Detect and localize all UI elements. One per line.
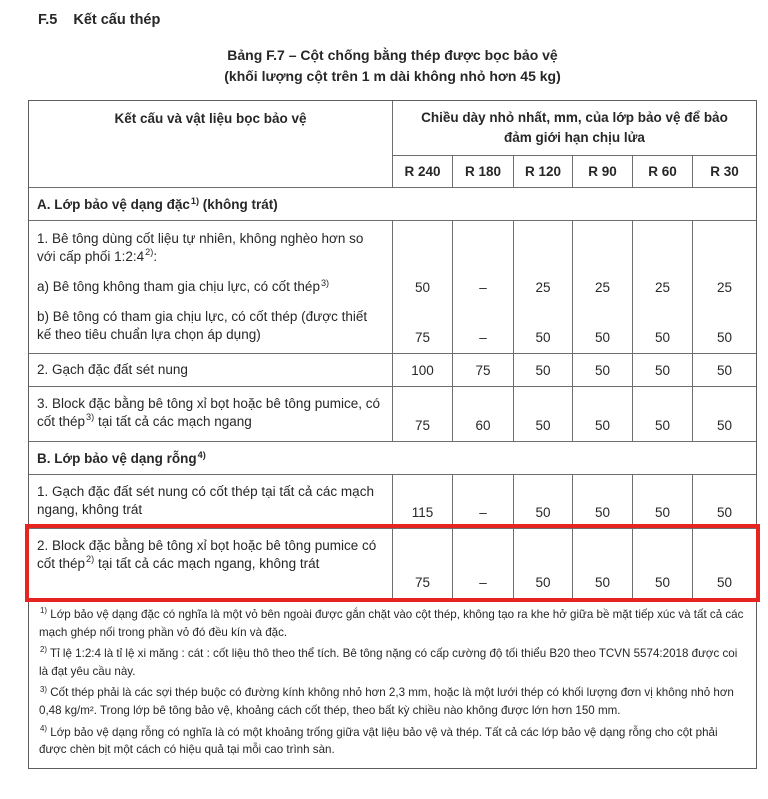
footnote-ref-3: 3) — [320, 277, 330, 288]
footnote-3: $^{3)}$ Cốt thép phải là các sợi thép buộc có đường kính không nhỏ hơn 2,3 mm, hoặc là một lưới thép có khối lượng đơn vị không nhỏ hơn 0,48 kg/m². Trong lớp bê tông bảo vệ, khoảng cách cốt thép, theo bất kỳ chiều nào không được lớn hơn 150 mm. — [39, 684, 734, 718]
cell-r180: – — [452, 303, 513, 353]
header-r90: R 90 — [572, 156, 632, 187]
table-footnotes — [29, 598, 756, 768]
header-r60: R 60 — [632, 156, 692, 187]
cell-r180: 75 — [452, 354, 513, 386]
cell-r240 — [392, 221, 452, 273]
cell-r120 — [513, 221, 572, 273]
cell-r90: 50 — [572, 387, 632, 441]
cell-r90: 25 — [572, 273, 632, 303]
cell-r60: 50 — [632, 354, 692, 386]
cell-r240: 75 — [392, 529, 452, 598]
table-row-a2 — [29, 353, 756, 386]
row-description: 3. Block đặc bằng bê tông xỉ bọt hoặc bê tông pumice, có cốt thép$^{3)}$ tại tất cả các mạch ngang — [37, 396, 380, 429]
header-thickness-span: Chiều dày nhỏ nhất, mm, của lớp bảo vệ để bảo đảm giới hạn chịu lửa — [392, 101, 756, 156]
footnote-4-marker: 4) — [40, 723, 48, 733]
cell-r60: 50 — [632, 529, 692, 598]
row-description: 2. Block đặc bằng bê tông xỉ bọt hoặc bê tông pumice có cốt thép$^{2)}$ tại tất cả các mạch ngang, không trát — [37, 538, 377, 571]
table-caption — [28, 45, 757, 87]
cell-r240: 75 — [392, 387, 452, 441]
cell-r30 — [692, 221, 756, 273]
footnote-ref-6: 2) — [86, 554, 95, 565]
cell-r240: 75 — [392, 303, 452, 353]
table-row-b1 — [29, 474, 756, 528]
section-b-label: B. Lớp bảo vệ dạng rỗng — [37, 451, 197, 466]
header-r120: R 120 — [513, 156, 572, 187]
footnote-ref-1: 1) — [190, 195, 200, 206]
cell-r90: 50 — [572, 354, 632, 386]
section-number: F.5 — [38, 12, 58, 28]
footnote-1-marker: 1) — [40, 606, 48, 616]
cell-r180: – — [452, 475, 513, 528]
footnote-ref-5: 4) — [197, 449, 206, 460]
cell-r90 — [572, 221, 632, 273]
footnote-2-marker: 2) — [40, 645, 48, 655]
cell-r60 — [632, 221, 692, 273]
header-r30: R 30 — [692, 156, 756, 187]
footnote-4: $^{4)}$ Lớp bảo vệ dạng rỗng có nghĩa là có một khoảng trống giữa vật liệu bảo vệ và thép. Tất cả các lớp bảo vệ dạng rỗng cho cột phải được chèn bịt một cách có hiệu quả tại mỗi cao trình sàn. — [39, 723, 718, 757]
cell-r30: 50 — [692, 475, 756, 528]
row-description: 1. Gạch đặc đất sét nung có cốt thép tại tất cả các mạch ngang, không trát — [37, 484, 374, 517]
table-row-a3 — [29, 386, 756, 441]
cell-r60: 50 — [632, 303, 692, 353]
table-row-a1a — [29, 273, 756, 303]
section-a-header — [29, 187, 756, 220]
header-r180: R 180 — [452, 156, 513, 187]
cell-r30: 50 — [692, 303, 756, 353]
footnote-2: $^{2)}$ Tỉ lệ 1:2:4 là tỉ lệ xi măng : cát : cốt liệu thô theo thể tích. Bê tông nặng có cấp cường độ tối thiểu B20 theo TCVN 5574:2018 được coi là đạt yêu cầu này. — [39, 645, 738, 678]
section-title: Kết cấu thép — [73, 12, 161, 28]
cell-r30: 50 — [692, 354, 756, 386]
footnote-3-marker: 3) — [40, 684, 48, 694]
section-b-header — [29, 441, 756, 474]
cell-r60: 50 — [632, 387, 692, 441]
cell-r180 — [452, 221, 513, 273]
cell-r120: 50 — [513, 303, 572, 353]
highlight-box — [29, 528, 756, 598]
cell-r30: 25 — [692, 273, 756, 303]
table-row-a1 — [29, 220, 756, 273]
row-description: 1. Bê tông dùng cốt liệu tự nhiên, không nghèo hơn so với cấp phối 1:2:4$^{2)}$: — [37, 231, 364, 264]
cell-r240: 50 — [392, 273, 452, 303]
cell-r120: 50 — [513, 529, 572, 598]
cell-r30: 50 — [692, 387, 756, 441]
row-description: b) Bê tông có tham gia chịu lực, có cốt thép (được thiết kế theo tiêu chuẩn lựa chọn áp dụng) — [37, 309, 368, 342]
cell-r120: 50 — [513, 354, 572, 386]
table-f7 — [28, 100, 757, 769]
cell-r30: 50 — [692, 529, 756, 598]
section-heading — [38, 12, 768, 28]
table-row-a1b — [29, 303, 756, 353]
cell-r120: 50 — [513, 475, 572, 528]
table-caption-line1: Bảng F.7 – Cột chống bằng thép được bọc bảo vệ — [227, 47, 558, 63]
row-description: 2. Gạch đặc đất sét nung — [37, 362, 188, 377]
cell-r180: 60 — [452, 387, 513, 441]
table-header — [29, 101, 756, 187]
header-structure-column: Kết cấu và vật liệu bọc bảo vệ — [114, 111, 307, 126]
cell-r120: 50 — [513, 387, 572, 441]
section-a-label: A. Lớp bảo vệ dạng đặc — [37, 197, 190, 212]
cell-r90: 50 — [572, 529, 632, 598]
cell-r120: 25 — [513, 273, 572, 303]
cell-r90: 50 — [572, 475, 632, 528]
cell-r180: – — [452, 273, 513, 303]
cell-r240: 100 — [392, 354, 452, 386]
section-a-suffix: (không trát) — [199, 197, 278, 212]
row-description: a) Bê tông không tham gia chịu lực, có cốt thép$^{3)}$ — [37, 277, 330, 294]
footnote-1: $^{1)}$ Lớp bảo vệ dạng đặc có nghĩa là một vỏ bên ngoài được gắn chặt vào cột thép, không tạo ra khe hở giữa bề mặt tiếp xúc và tất cả các mạch ghép nối trong phần vỏ đó đều kín và đặc. — [39, 606, 744, 639]
cell-r60: 50 — [632, 475, 692, 528]
table-caption-line2: (khối lượng cột trên 1 m dài không nhỏ hơn 45 kg) — [224, 68, 561, 84]
cell-r90: 50 — [572, 303, 632, 353]
cell-r60: 25 — [632, 273, 692, 303]
footnote-ref-4: 3) — [86, 412, 95, 423]
cell-r180: – — [452, 529, 513, 598]
cell-r240: 115 — [392, 475, 452, 528]
footnote-ref-2: 2) — [145, 247, 154, 258]
header-r240: R 240 — [392, 156, 452, 187]
